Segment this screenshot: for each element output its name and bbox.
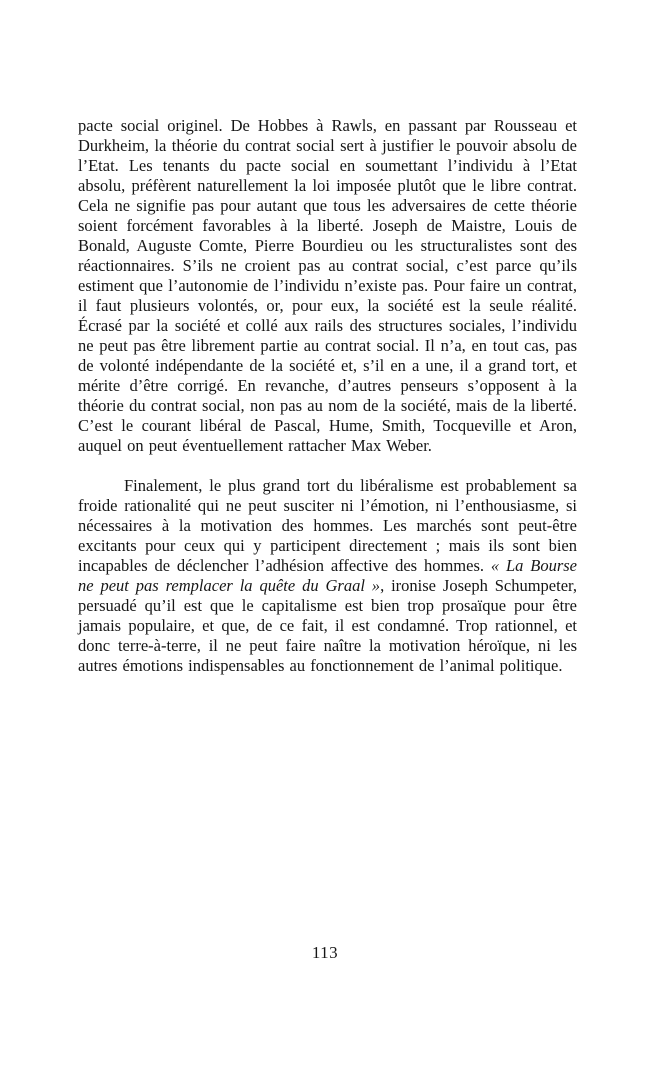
text-block bbox=[78, 116, 577, 676]
paragraph-2 bbox=[78, 476, 577, 676]
page-number: 113 bbox=[311, 943, 339, 962]
paragraph-2-tail: , ironise Joseph Schumpeter, persuadé qu’il est que le capitalisme est bien trop prosaïque pour être jamais populaire, et que, de ce fait, il est condamné. Trop rationnel, et donc terre-à-terre, il ne peut faire naître la motivation héroïque, ni les autres émotions indispensables au fonctionnement de l’animal politique. bbox=[78, 576, 577, 675]
paragraph-2-quote-italic: « La Bourse ne peut pas remplacer la quête du Graal » bbox=[78, 556, 578, 595]
paragraph-1: pacte social originel. De Hobbes à Rawls, en passant par Rousseau et Durkheim, la théorie du contrat social sert à justifier le pouvoir absolu de l’Etat. Les tenants du pacte social en soumettant l’individu à l’Etat absolu, préfèrent naturellement la loi imposée plutôt que le libre contrat. Cela ne signifie pas pour autant que tous les adversaires de cette théorie soient forcément favorables à la liberté. Joseph de Maistre, Louis de Bonald, Auguste Comte, Pierre Bourdieu ou les structuralistes sont des réactionnaires. S’ils ne croient pas au contrat social, c’est parce qu’ils estiment que l’autonomie de l’individu n’existe pas. Pour faire un contrat, il faut plusieurs volontés, or, pour eux, la société est la seule réalité. Écrasé par la société et collé aux rails des structures sociales, l’individu ne peut pas être librement partie au contrat social. Il n’a, en tout cas, pas de volonté indépendante de la société et, s’il en a une, il a grand tort, et mérite d’être corrigé. En revanche, d’autres penseurs s’opposent à la théorie du contrat social, non pas au nom de la société, mais de la liberté. C’est le courant libéral de Pascal, Hume, Smith, Tocqueville et Aron, auquel on peut éventuellement rattacher Max Weber. bbox=[78, 116, 577, 455]
paragraph-2-lead: Finalement, le plus grand tort du libéralisme est probablement sa froide rationalité qui ne peut susciter ni l’émotion, ni l’enthousiasme, si nécessaires à la motivation des hommes. Les marchés sont peut-être excitants pour ceux qui y participent directement ; mais ils sont bien incapables de déclencher l’adhésion affective des hommes. bbox=[78, 476, 577, 575]
